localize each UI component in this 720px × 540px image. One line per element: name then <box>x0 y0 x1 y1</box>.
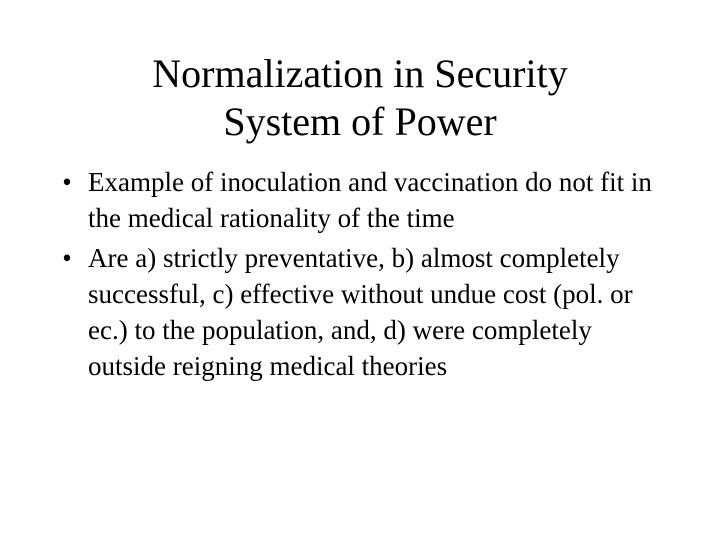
bullet-icon: • <box>62 243 72 273</box>
bullet-icon: • <box>62 167 72 197</box>
slide-title <box>60 50 660 146</box>
bullet-list <box>57 164 667 388</box>
bullet-text: Example of inoculation and vaccination do not fit in the medical rationality of the time <box>88 167 652 233</box>
slide-title-line-2: System of Power <box>223 99 497 144</box>
bullet-item <box>57 240 667 384</box>
bullet-text: Are a) strictly preventative, b) almost completely successful, c) effective without undue cost (pol. or ec.) to the population, and, d) were completely outside reigning medical theories <box>88 243 633 381</box>
bullet-item <box>57 164 667 236</box>
slide-title-line-1: Normalization in Security <box>152 51 568 96</box>
